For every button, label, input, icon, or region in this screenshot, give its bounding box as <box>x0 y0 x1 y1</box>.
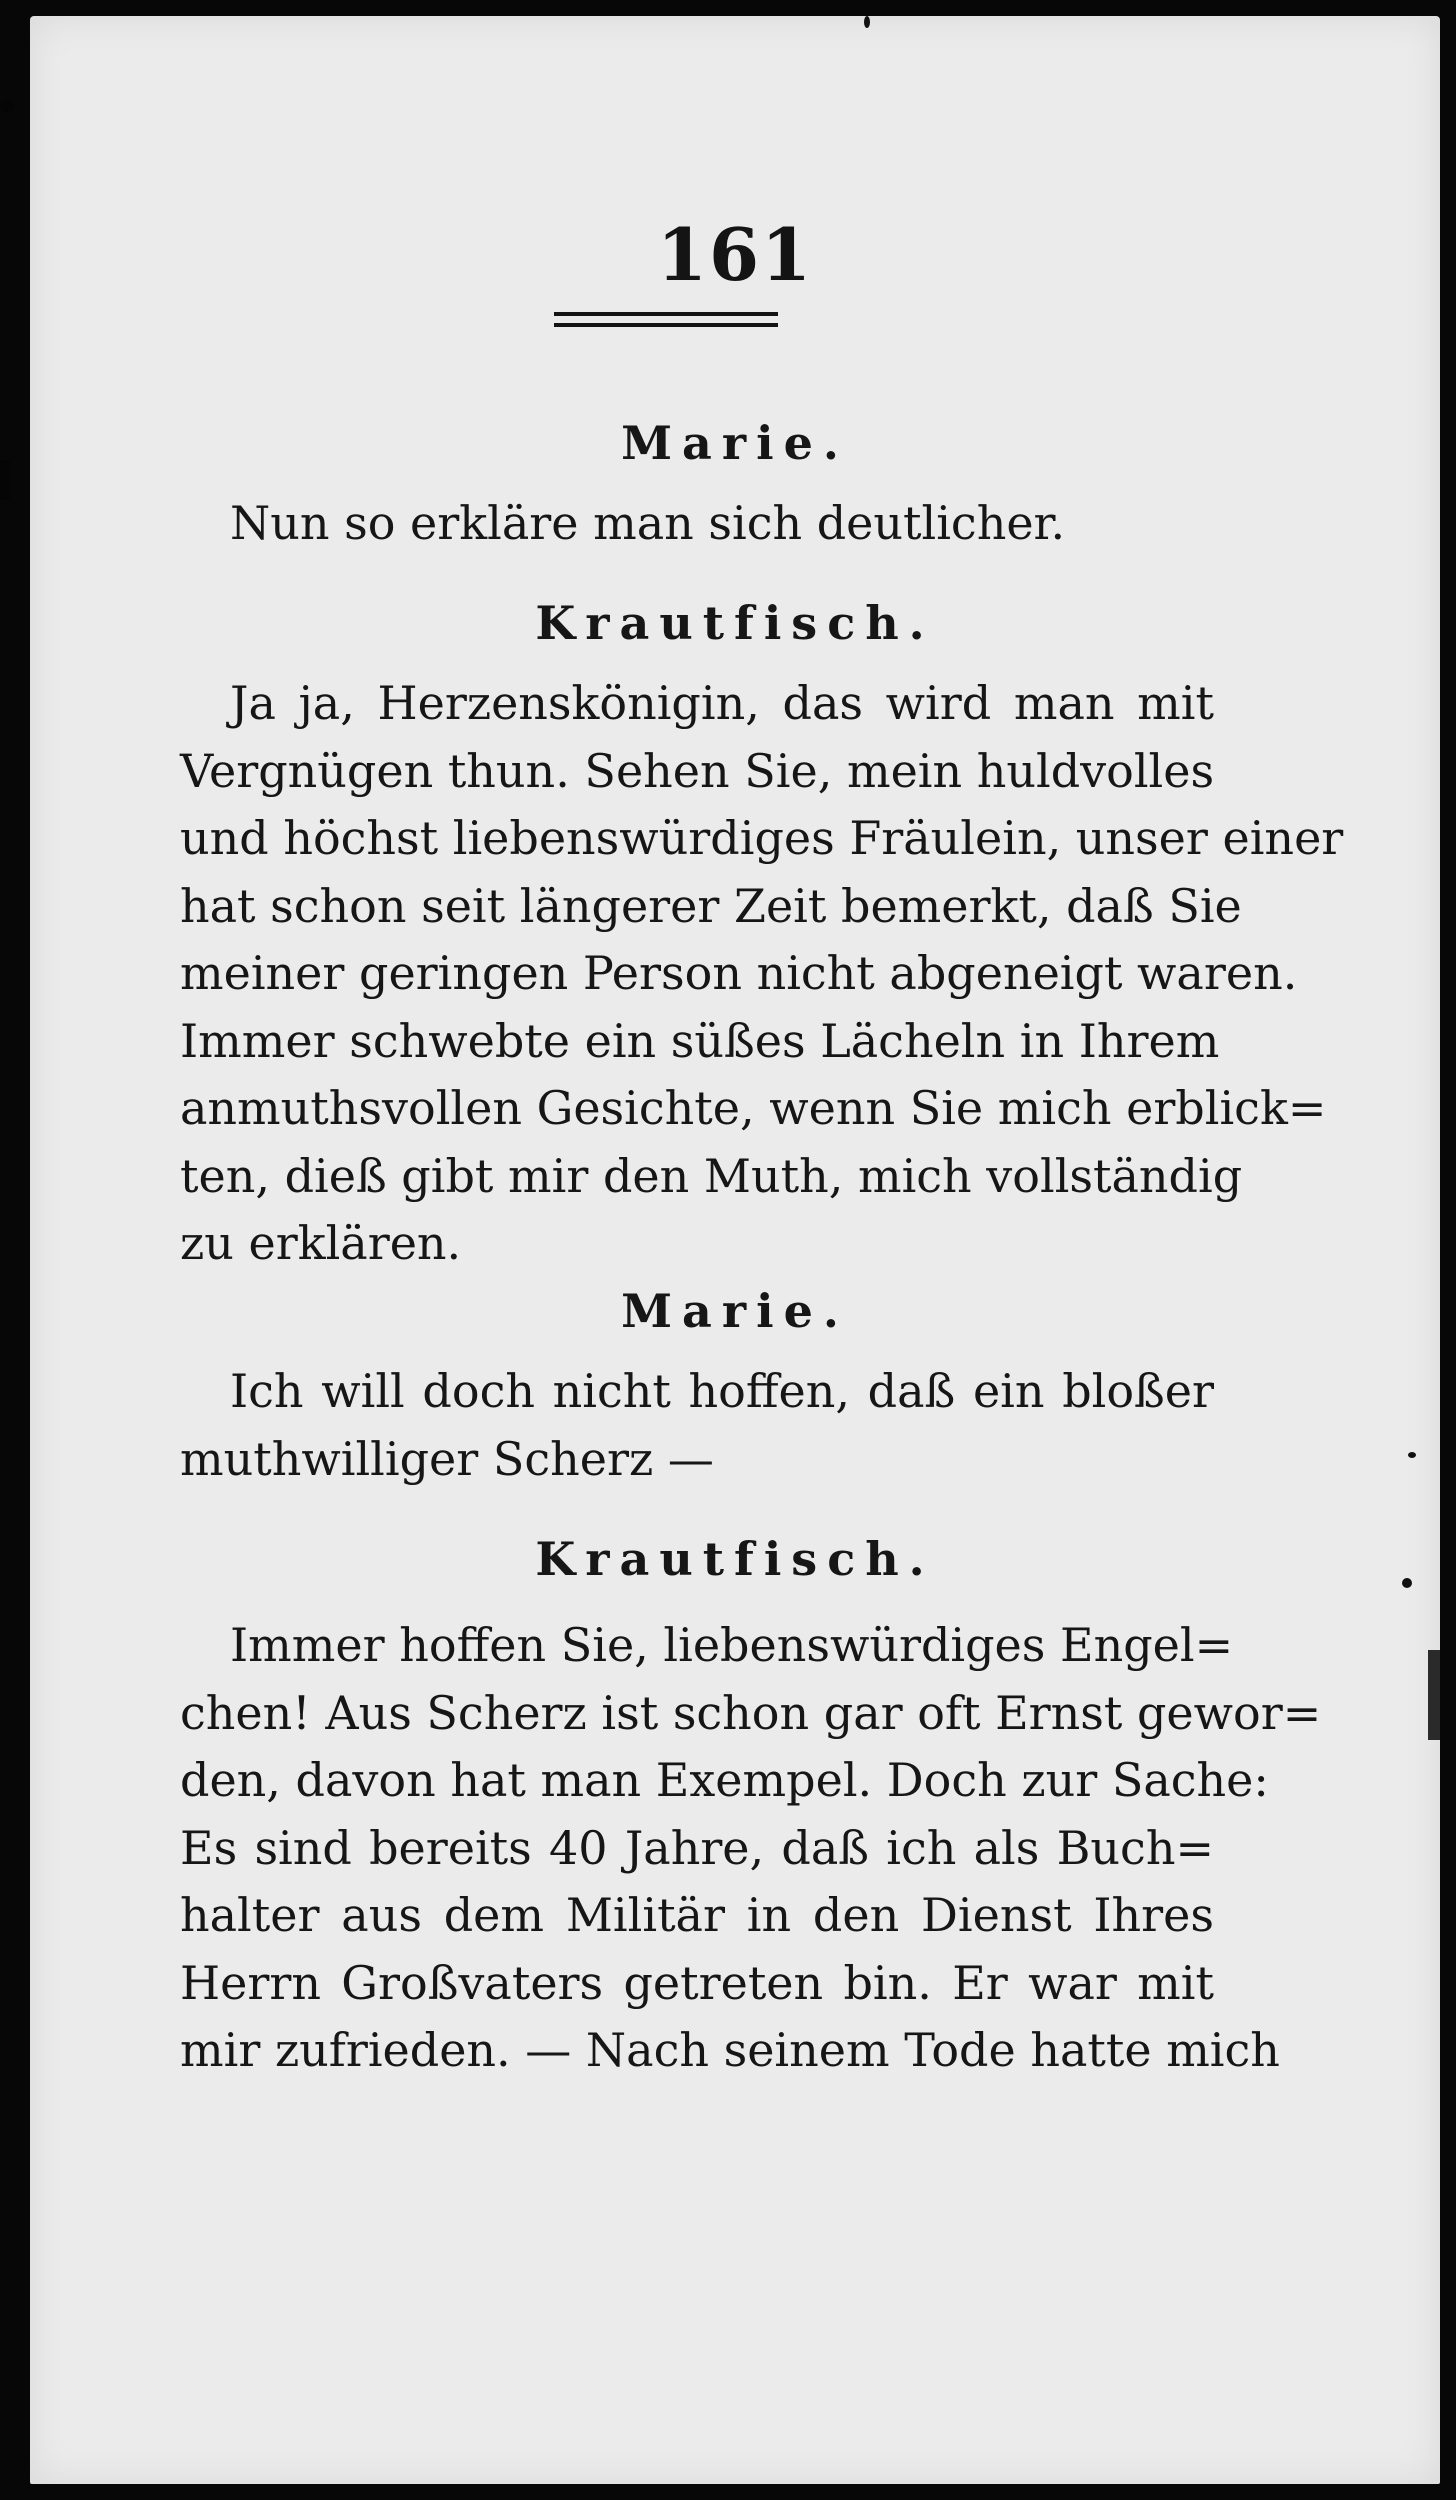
dialogue-paragraph <box>180 1358 1214 1493</box>
speaker-name: Marie. <box>621 416 849 470</box>
text-line: Ja ja, Herzenskönigin, das wird man mit <box>230 676 1214 730</box>
page-number: 161 <box>656 212 814 297</box>
scan-speck <box>864 16 870 28</box>
scan-edge-mark <box>0 100 14 112</box>
text-line: mir zufrieden. — Nach seinem Tode hatte mich <box>180 2023 1280 2077</box>
text-line: Nun so erkläre man sich deutlicher. <box>230 496 1066 550</box>
scan-edge-mark <box>1428 1650 1440 1740</box>
speaker-name: Marie. <box>621 1284 849 1338</box>
text-line: meiner geringen Person nicht abgeneigt waren. <box>180 946 1298 1000</box>
text-line: hat schon seit längerer Zeit bemerkt, daß Sie <box>180 878 1242 933</box>
text-line: anmuthsvollen Gesichte, wenn Sie mich erblick= <box>180 1081 1327 1135</box>
text-line: zu erklären. <box>180 1216 462 1270</box>
dialogue-paragraph <box>180 490 1214 558</box>
text-line: ten, dieß gibt mir den Muth, mich vollständig <box>180 1148 1243 1203</box>
dialogue-paragraph <box>180 1612 1322 2085</box>
page-number-rule <box>554 312 778 327</box>
text-line: Herrn Großvaters getreten bin. Er war mit <box>180 1955 1214 2010</box>
scan-speck <box>1408 1452 1416 1458</box>
speaker-name: Krautfisch. <box>535 596 935 650</box>
text-line: Ich will doch nicht hoffen, daß ein bloßer <box>230 1364 1214 1418</box>
dialogue-paragraph <box>180 670 1344 1278</box>
scan-edge-mark <box>0 460 10 500</box>
speaker-name: Krautfisch. <box>535 1532 935 1586</box>
scan-speck <box>1402 1578 1412 1588</box>
text-line: Immer schwebte ein süßes Lächeln in Ihrem <box>180 1013 1220 1068</box>
text-line: chen! Aus Scherz ist schon gar oft Ernst gewor= <box>180 1685 1322 1740</box>
text-line: den, davon hat man Exempel. Doch zur Sache: <box>180 1753 1269 1807</box>
text-line: halter aus dem Militär in den Dienst Ihres <box>180 1888 1214 1942</box>
text-line: und höchst liebenswürdiges Fräulein, unser einer <box>180 811 1344 865</box>
text-line: Immer hoffen Sie, liebenswürdiges Engel= <box>230 1618 1234 1672</box>
text-line: Vergnügen thun. Sehen Sie, mein huldvolles <box>180 743 1215 798</box>
text-line: muthwilliger Scherz — <box>180 1431 714 1486</box>
book-page <box>30 16 1440 2484</box>
text-line: Es sind bereits 40 Jahre, daß ich als Buch= <box>180 1820 1214 1875</box>
